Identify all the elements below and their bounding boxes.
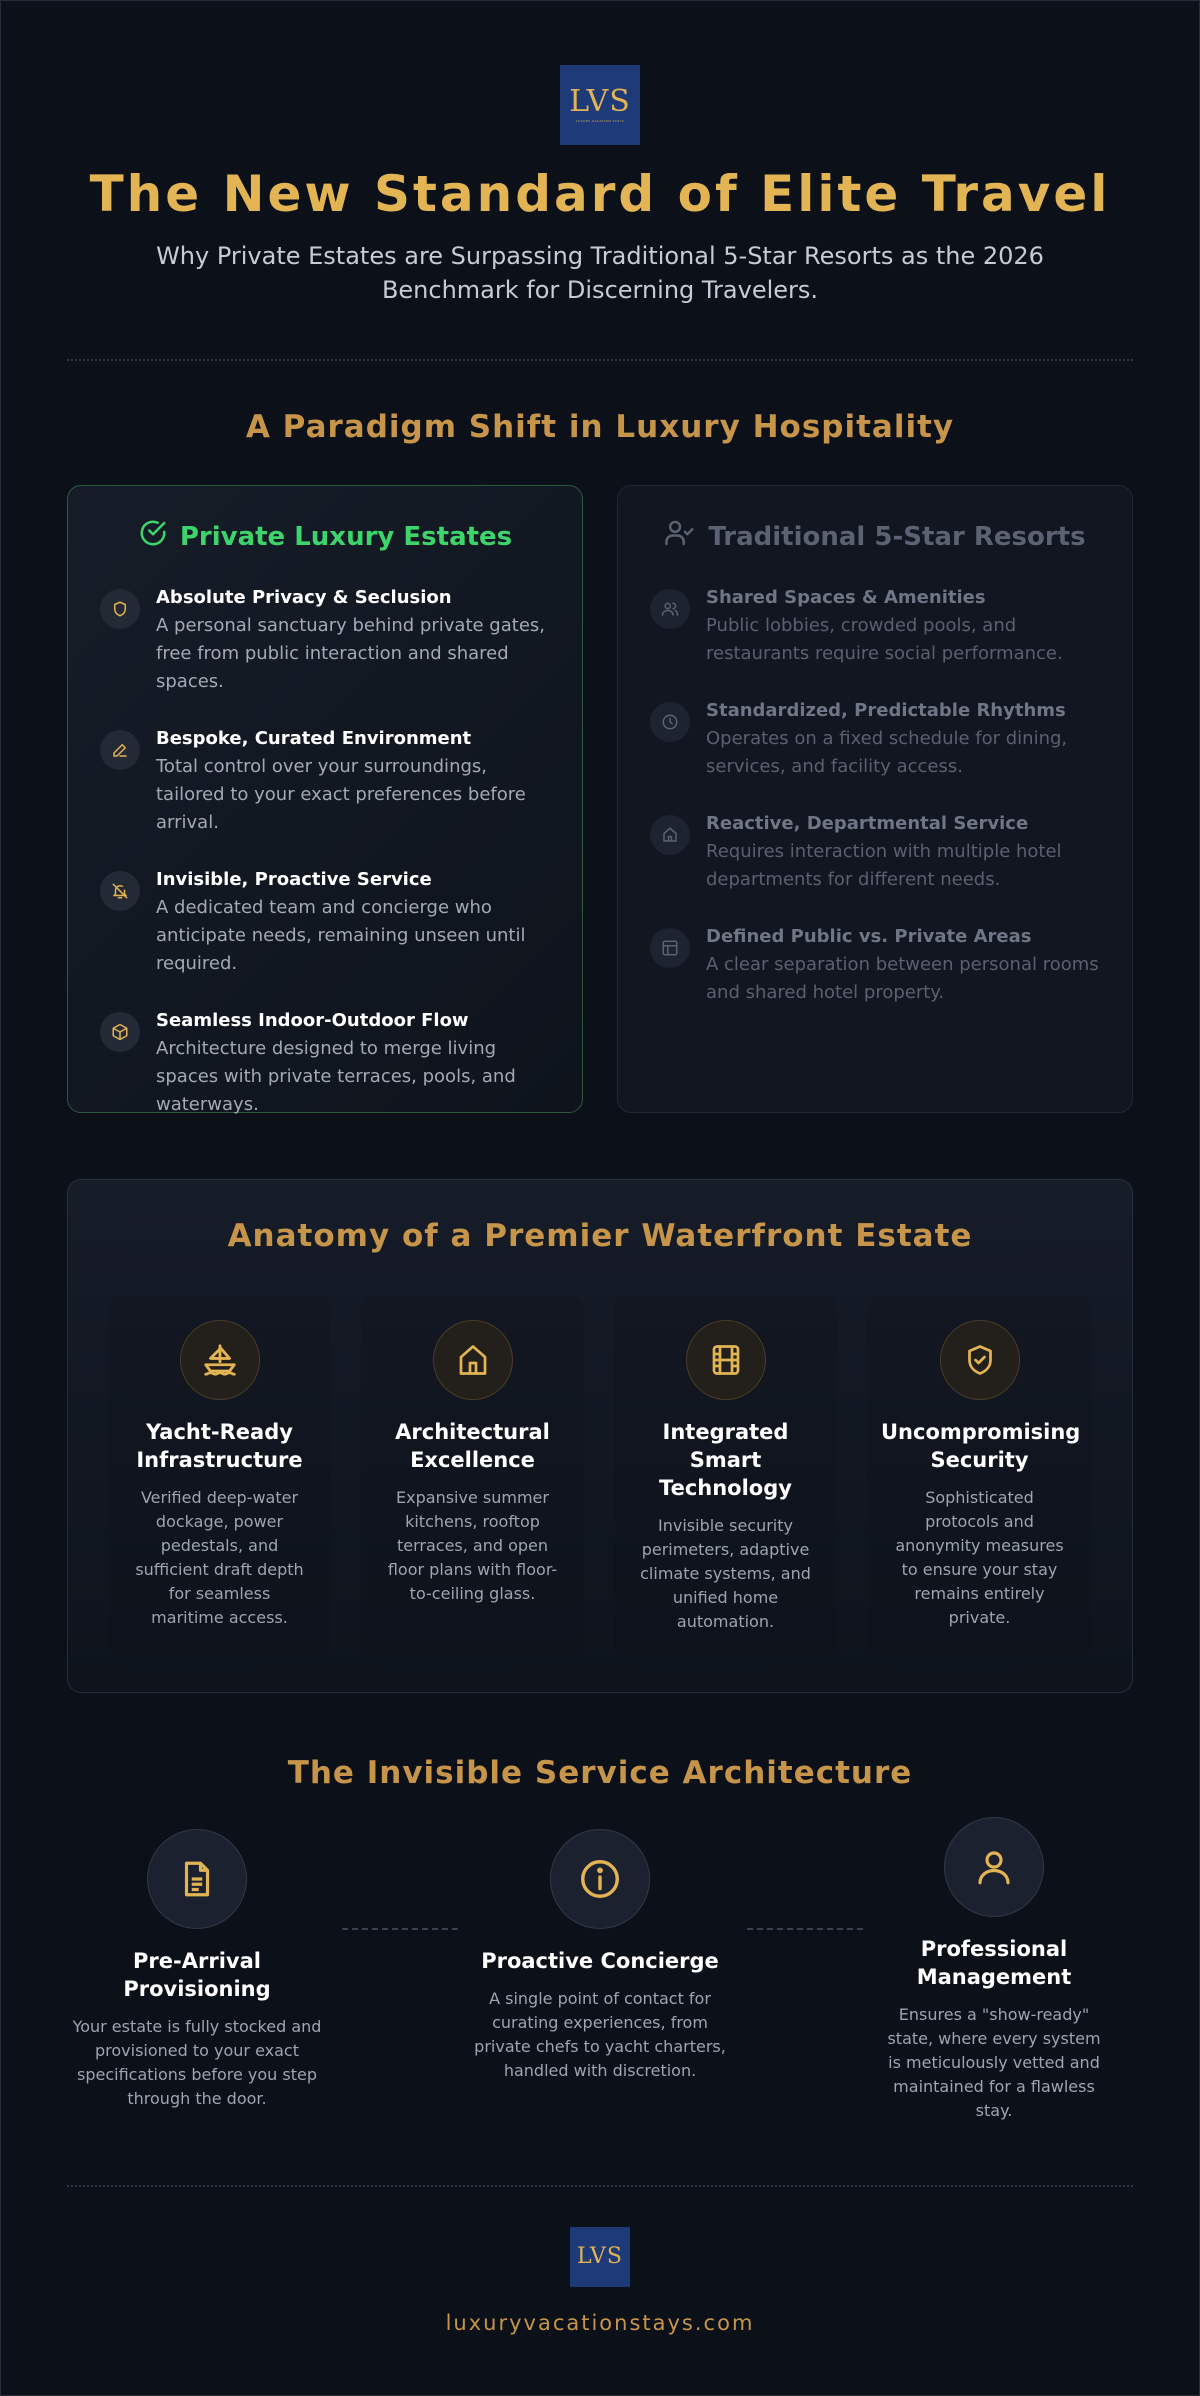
film-icon [686, 1320, 766, 1400]
anatomy-title: Anatomy of a Premier Waterfront Estate [227, 1218, 973, 1254]
feature-card [108, 1296, 331, 1656]
cube-icon [100, 1012, 140, 1052]
item-title: Defined Public vs. Private Areas [706, 926, 1032, 947]
list-item [100, 869, 550, 978]
service-step [879, 1817, 1109, 2123]
feature-grid [108, 1296, 1092, 1656]
feature-title: Uncompromising Security [881, 1420, 1081, 1472]
logo-mark: LVS [569, 84, 631, 119]
traditional-resorts-card [617, 485, 1133, 1113]
private-estates-heading-text: Private Luxury Estates [179, 521, 513, 552]
feature-title: Integrated Smart Technology [659, 1420, 792, 1500]
yacht-icon [180, 1320, 260, 1400]
service-step-description: Your estate is fully stocked and provisioned to your exact specifications before you step through the door. [72, 2017, 322, 2108]
traditional-resorts-heading [650, 518, 1100, 555]
feature-card [867, 1296, 1092, 1656]
service-step-title: Pre-Arrival Provisioning [123, 1949, 271, 2001]
item-title: Absolute Privacy & Seclusion [156, 587, 452, 608]
item-description: A clear separation between personal rooms and shared hotel property. [706, 954, 1099, 1003]
comparison-title: A Paradigm Shift in Luxury Hospitality [245, 409, 955, 445]
pencil-icon [100, 730, 140, 770]
item-title: Standardized, Predictable Rhythms [706, 700, 1066, 721]
header-divider [67, 359, 1133, 361]
footer-logo [570, 2227, 630, 2287]
item-description: Public lobbies, crowded pools, and restaurants require social performance. [706, 615, 1063, 664]
bell-off-icon [100, 871, 140, 911]
service-section [67, 1791, 1133, 2121]
home-icon [650, 815, 690, 855]
header [1, 1, 1199, 307]
clock-icon [650, 702, 690, 742]
house-icon [433, 1320, 513, 1400]
list-item [100, 728, 550, 837]
list-item [650, 926, 1100, 1007]
service-step-description: Ensures a "show-ready" state, where every system is meticulously vetted and maintained for a flawless stay. [887, 2005, 1101, 2120]
item-description: A personal sanctuary behind private gates, free from public interaction and shared spaces. [156, 615, 545, 692]
feature-card [614, 1296, 837, 1656]
person-icon [944, 1817, 1044, 1917]
feature-title: Yacht-Ready Infrastructure [136, 1420, 303, 1472]
private-estates-card [67, 485, 583, 1113]
item-description: Operates on a fixed schedule for dining, services, and facility access. [706, 728, 1068, 777]
service-title: The Invisible Service Architecture [287, 1755, 913, 1791]
page-subtitle: Why Private Estates are Surpassing Traditional 5-Star Resorts as the 2026 Benchmark for Discerning Travelers. [156, 242, 1044, 304]
logo-tagline: LUXURY VACATION STAYS [575, 119, 625, 123]
check-circle-icon [138, 518, 168, 555]
private-estates-heading [100, 518, 550, 555]
item-title: Invisible, Proactive Service [156, 869, 432, 890]
service-step-title: Professional Management [916, 1937, 1072, 1989]
list-item [100, 587, 550, 696]
item-description: A dedicated team and concierge who anticipate needs, remaining unseen until required. [156, 897, 526, 974]
connector-line [747, 1928, 863, 1930]
item-title: Seamless Indoor-Outdoor Flow [156, 1010, 469, 1031]
website-link[interactable]: luxuryvacationstays.com [445, 2311, 755, 2335]
traditional-resorts-heading-text: Traditional 5-Star Resorts [708, 521, 1086, 552]
comparison-section [67, 485, 1133, 1113]
list-item [650, 813, 1100, 894]
connector-line [342, 1928, 458, 1930]
feature-description: Invisible security perimeters, adaptive climate systems, and unified home automation. [640, 1516, 811, 1631]
item-description: Total control over your surroundings, tailored to your exact preferences before arrival. [156, 756, 526, 833]
layout-icon [650, 928, 690, 968]
document-icon [147, 1829, 247, 1929]
list-item [650, 700, 1100, 781]
item-description: Requires interaction with multiple hotel departments for different needs. [706, 841, 1062, 890]
service-step [67, 1829, 327, 2111]
item-title: Shared Spaces & Amenities [706, 587, 986, 608]
page-title: The New Standard of Elite Travel [89, 165, 1111, 223]
feature-title: Architectural Excellence [395, 1420, 550, 1472]
feature-description: Verified deep-water dockage, power pedestals, and sufficient draft depth for seamless maritime access. [135, 1488, 304, 1627]
item-title: Bespoke, Curated Environment [156, 728, 472, 749]
service-step-title: Proactive Concierge [481, 1949, 719, 1973]
footer [1, 2227, 1199, 2335]
users-icon [650, 589, 690, 629]
user-check-icon [664, 518, 696, 555]
service-step-description: A single point of contact for curating experiences, from private chefs to yacht charters, handled with discretion. [474, 1989, 726, 2080]
list-item [100, 1010, 550, 1119]
list-item [650, 587, 1100, 668]
footer-logo-mark: LVS [577, 2244, 623, 2269]
item-title: Reactive, Departmental Service [706, 813, 1029, 834]
info-icon [550, 1829, 650, 1929]
shield-icon [100, 589, 140, 629]
feature-card [361, 1296, 584, 1656]
item-description: Architecture designed to merge living spaces with private terraces, pools, and waterways. [156, 1038, 516, 1115]
service-step [469, 1829, 731, 2083]
feature-description: Expansive summer kitchens, rooftop terraces, and open floor plans with floor-to-ceiling glass. [387, 1488, 558, 1603]
anatomy-section [67, 1179, 1133, 1693]
feature-description: Sophisticated protocols and anonymity measures to ensure your stay remains entirely private. [895, 1488, 1064, 1627]
footer-divider [67, 2185, 1133, 2187]
brand-logo [560, 65, 640, 145]
shield-check-icon [940, 1320, 1020, 1400]
